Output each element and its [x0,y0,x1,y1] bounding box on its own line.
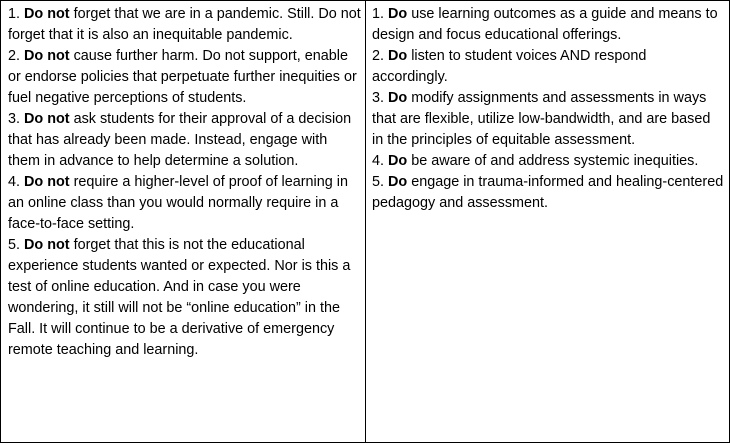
do-not-item-5: 5. Do not forget that this is not the educational experience students wanted or expected. Nor is this a test of online education. And in case you were wondering, it still will not be “online education” in the Fall. It will continue to be a derivative of emergency remote teaching and learning. [8,237,351,358]
do-not-keyword: Do not [24,6,70,22]
do-not-keyword: Do not [24,111,70,127]
do-keyword: Do [388,6,408,22]
do-column [366,1,729,442]
do-not-keyword: Do not [24,174,70,190]
do-item-4: 4. Do be aware of and address systemic inequities. [372,153,699,169]
do-keyword: Do [388,90,408,106]
do-item-3: 3. Do modify assignments and assessments in ways that are flexible, utilize low-bandwidth, and are based in the principles of equitable assessment. [372,90,711,148]
do-item-2: 2. Do listen to student voices AND respond accordingly. [372,48,647,85]
do-not-keyword: Do not [24,237,70,253]
do-not-item-4: 4. Do not require a higher-level of proof of learning in an online class than you would normally require in a face-to-face setting. [8,174,348,232]
do-not-keyword: Do not [24,48,70,64]
do-item-1: 1. Do use learning outcomes as a guide and means to design and focus educational offerings. [372,6,718,43]
do-not-item-1: 1. Do not forget that we are in a pandemic. Still. Do not forget that it is also an inequitable pandemic. [8,6,361,43]
do-not-item-3: 3. Do not ask students for their approval of a decision that has already been made. Instead, engage with them in advance to help determine a solution. [8,111,352,169]
do-not-item-2: 2. Do not cause further harm. Do not support, enable or endorse policies that perpetuate further inequities or fuel negative perceptions of students. [8,48,357,106]
do-keyword: Do [388,48,408,64]
do-not-column [1,1,366,442]
do-item-5: 5. Do engage in trauma-informed and healing-centered pedagogy and assessment. [372,174,724,211]
do-keyword: Do [388,174,408,190]
do-keyword: Do [388,153,408,169]
